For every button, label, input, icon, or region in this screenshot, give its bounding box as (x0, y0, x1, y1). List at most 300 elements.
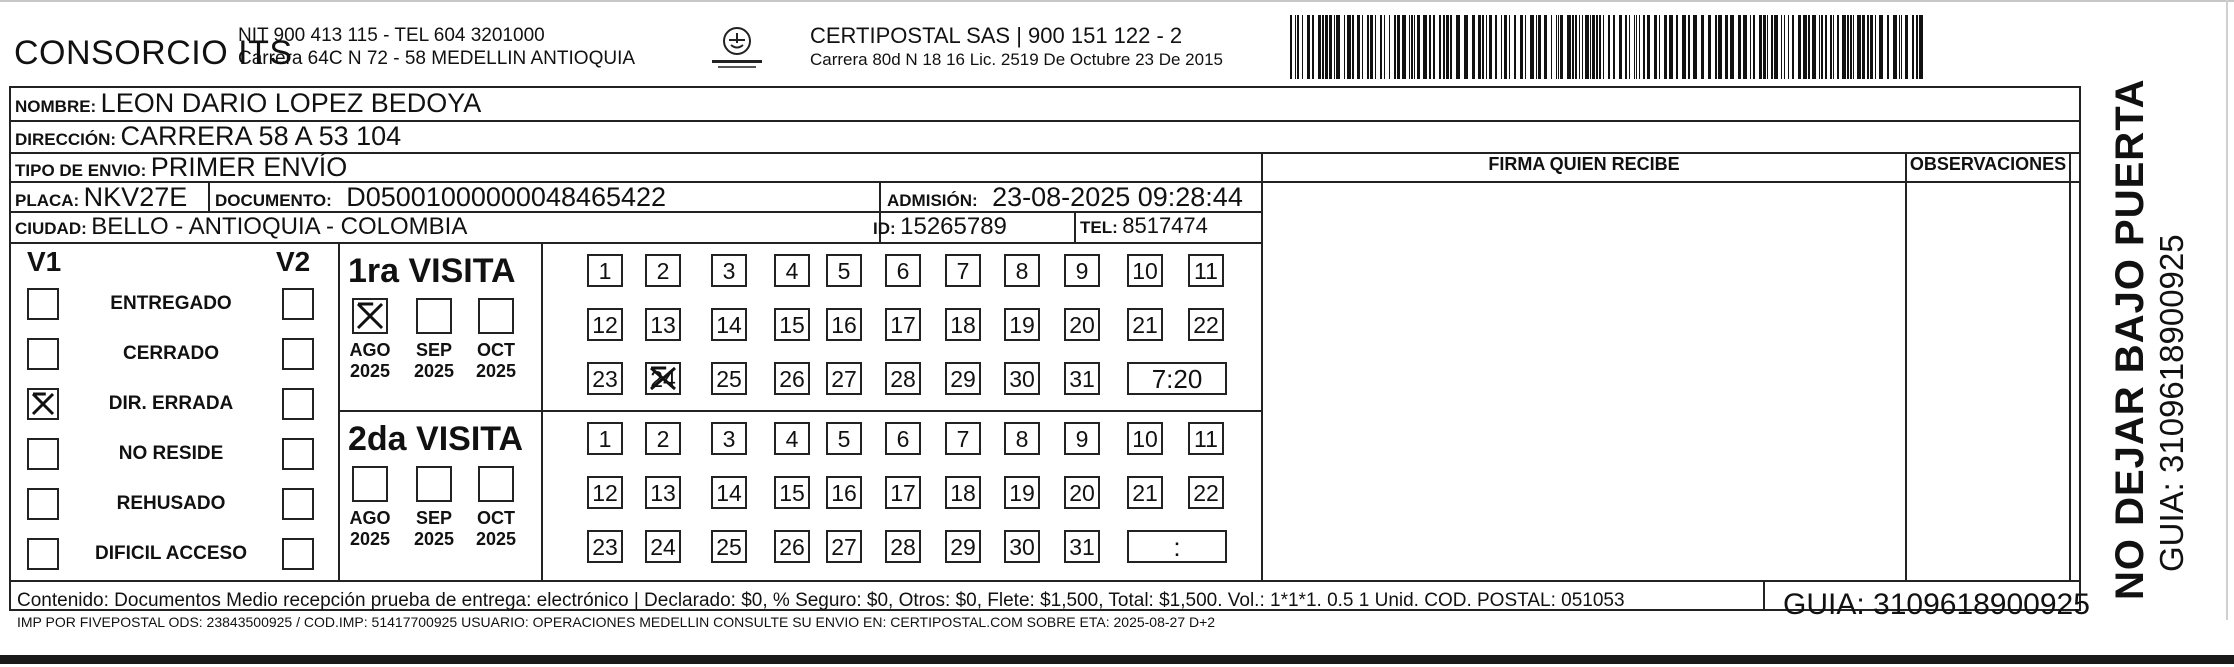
day-box[interactable]: 22 (1188, 308, 1224, 341)
barcode-bar (1329, 15, 1332, 79)
company-name: CONSORCIO ITS (14, 34, 293, 72)
barcode-bar (1905, 15, 1908, 79)
day-cross-mark-icon (647, 364, 679, 393)
barcode-bar (1439, 15, 1441, 79)
barcode-bar (1446, 15, 1449, 79)
barcode-bar (1763, 15, 1766, 79)
day-box[interactable]: 10 (1127, 254, 1163, 287)
barcode-bar (1525, 15, 1526, 79)
city-value: BELLO - ANTIOQUIA - COLOMBIA (91, 213, 468, 240)
day-box[interactable]: 23 (587, 530, 623, 563)
day-box[interactable]: 29 (945, 530, 981, 563)
day-box[interactable]: 19 (1004, 308, 1040, 341)
barcode-bar (1862, 15, 1865, 79)
id-label: ID: (873, 219, 896, 238)
day-box[interactable]: 28 (885, 530, 921, 563)
barcode-bar (1682, 15, 1686, 79)
barcode-bar (1495, 15, 1497, 79)
barcode-bar (1847, 15, 1849, 79)
barcode-bar (1295, 15, 1296, 79)
visit-time[interactable]: 7:20 (1127, 362, 1227, 395)
print-info: IMP POR FIVEPOSTAL ODS: 23843500925 / COD.IMP: 51417700925 USUARIO: OPERACIONES MEDELLIN CONSULTE SU ENVIO EN: CERTIPOSTAL.COM SOBRE ETA: 2025-08-27 D+2 (17, 614, 1216, 630)
barcode-bar (1759, 15, 1762, 79)
side-note (2108, 78, 2191, 600)
barcode-bar (1514, 15, 1516, 79)
month-name: AGO (349, 340, 391, 360)
day-box[interactable]: 2 (645, 254, 681, 287)
barcode-bar (1781, 15, 1782, 79)
day-box[interactable]: 10 (1127, 422, 1163, 455)
day-box[interactable]: 21 (1127, 308, 1163, 341)
day-box[interactable]: 8 (1004, 422, 1040, 455)
company-info (238, 24, 635, 70)
barcode-bar (1879, 15, 1883, 79)
barcode-bar (1599, 15, 1601, 79)
shipment-type-label: TIPO DE ENVIO: (15, 161, 147, 180)
day-box[interactable]: 16 (826, 308, 862, 341)
month-year: 2025 (349, 361, 391, 381)
barcode-bar (1560, 15, 1563, 79)
city-label: CIUDAD: (15, 219, 87, 238)
visit-divider (338, 410, 1261, 412)
tel-cell (1080, 213, 1208, 239)
barcode-bar (1347, 15, 1351, 79)
barcode-bar (1429, 15, 1431, 79)
barcode-bar (1693, 15, 1697, 79)
day-box[interactable]: 14 (711, 308, 747, 341)
barcode-bar (1482, 15, 1484, 79)
month-label (472, 340, 520, 382)
barcode-bar (1708, 15, 1711, 79)
month-checkbox[interactable] (352, 466, 388, 502)
barcode-bar (1556, 15, 1557, 79)
admission-value: 23-08-2025 09:28:44 (992, 182, 1243, 212)
barcode-bar (1664, 15, 1667, 79)
plate-label: PLACA: (15, 191, 80, 210)
barcode-bar (1297, 15, 1299, 79)
day-box[interactable]: 21 (1127, 476, 1163, 509)
barcode-bar (1715, 15, 1717, 79)
company-nit-line: NIT 900 413 115 - TEL 604 3201000 (238, 25, 545, 46)
barcode-bar (1837, 15, 1839, 79)
col-divider (541, 242, 543, 580)
v1-checkbox[interactable] (27, 388, 59, 420)
month-year: 2025 (413, 361, 455, 381)
day-box[interactable]: 18 (945, 308, 981, 341)
day-box[interactable]: 16 (826, 476, 862, 509)
v2-checkbox[interactable] (282, 538, 314, 570)
barcode-bar (1352, 15, 1354, 79)
barcode-bar (1676, 15, 1678, 79)
col-divider (338, 242, 340, 580)
barcode-bar (1919, 15, 1923, 79)
day-box[interactable]: 27 (826, 530, 862, 563)
barcode-bar (1558, 15, 1559, 79)
barcode-bar (1357, 15, 1360, 79)
address-row (15, 121, 401, 152)
barcode-bar (1334, 15, 1335, 79)
barcode-bar (1613, 15, 1615, 79)
v1-checkbox[interactable] (27, 288, 59, 320)
shipment-type-value: PRIMER ENVÍO (150, 152, 348, 182)
day-box[interactable]: 7 (945, 422, 981, 455)
top-edge-line (0, 0, 2234, 2)
address-label: DIRECCIÓN: (15, 130, 117, 149)
barcode-bar (1730, 15, 1734, 79)
day-box[interactable]: 18 (945, 476, 981, 509)
day-box[interactable]: 1 (587, 254, 623, 287)
no-leave-under-door-warning: NO DEJAR BAJO PUERTA (2108, 78, 2152, 600)
status-label: REHUSADO (116, 493, 226, 514)
day-box[interactable]: 26 (774, 362, 810, 395)
id-value: 15265789 (900, 213, 1007, 240)
day-box[interactable]: 24 (645, 362, 681, 395)
month-name: SEP (415, 340, 453, 360)
barcode-bar (1608, 15, 1610, 79)
day-box[interactable]: 9 (1064, 422, 1100, 455)
day-box[interactable]: 30 (1004, 530, 1040, 563)
barcode-bar (1625, 15, 1627, 79)
v1-checkbox[interactable] (27, 538, 59, 570)
barcode-bar (1389, 15, 1390, 79)
day-box[interactable]: 11 (1188, 422, 1224, 455)
name-label: NOMBRE: (15, 97, 97, 116)
barcode-bar (1472, 15, 1475, 79)
barcode-bar (1509, 15, 1510, 79)
day-box[interactable]: 20 (1064, 476, 1100, 509)
barcode-bar (1520, 15, 1523, 79)
barcode-bar (1367, 15, 1369, 79)
barcode-bar (1538, 15, 1541, 79)
barcode-bar (1867, 15, 1869, 79)
barcode-bar (1362, 15, 1363, 79)
barcode-bar (1336, 15, 1340, 79)
barcode-bar (1825, 15, 1827, 79)
barcode-bar (1501, 15, 1502, 79)
barcode-bar (1302, 15, 1303, 79)
day-box[interactable]: 2 (645, 422, 681, 455)
barcode-bar (1634, 15, 1635, 79)
barcode-bar (1774, 15, 1778, 79)
day-box[interactable]: 13 (645, 308, 681, 341)
page-edge-line (2226, 0, 2228, 620)
barcode-bar (1718, 15, 1722, 79)
v1-checkbox[interactable] (27, 338, 59, 370)
barcode-bar (1788, 15, 1789, 79)
barcode-bar (1887, 15, 1889, 79)
barcode-bar (1572, 15, 1574, 79)
month-label (410, 340, 458, 382)
barcode-bar (1750, 15, 1751, 79)
barcode-bar (1411, 15, 1413, 79)
day-box[interactable]: 1 (587, 422, 623, 455)
carrier-license: Carrera 80d N 18 16 Lic. 2519 De Octubre 23 De 2015 (810, 50, 1223, 69)
day-box[interactable]: 27 (826, 362, 862, 395)
month-year: 2025 (413, 529, 455, 549)
barcode-bar (1290, 15, 1292, 79)
month-year: 2025 (349, 529, 391, 549)
month-name: OCT (477, 340, 515, 360)
day-box[interactable]: 6 (885, 254, 921, 287)
v2-checkbox[interactable] (282, 288, 314, 320)
v2-checkbox[interactable] (282, 438, 314, 470)
status-label: ENTREGADO (110, 293, 232, 314)
day-box[interactable]: 13 (645, 476, 681, 509)
row-divider (11, 242, 1261, 244)
status-label: NO RESIDE (118, 443, 224, 464)
barcode-bar (1414, 15, 1415, 79)
v2-checkbox[interactable] (282, 388, 314, 420)
barcode-bar (1433, 15, 1435, 79)
status-label: DIFICIL ACCESO (94, 543, 247, 564)
barcode-bar (1808, 15, 1810, 79)
carrier-info (810, 23, 1223, 71)
id-cell (873, 213, 1007, 241)
check-mark-icon (29, 390, 57, 418)
recipient-name: LEON DARIO LOPEZ BEDOYA (100, 88, 482, 118)
barcode-bar (1771, 15, 1773, 79)
month-checkbox[interactable] (352, 298, 388, 334)
day-box[interactable]: 28 (885, 362, 921, 395)
barcode-bar (1423, 15, 1427, 79)
col-divider (208, 181, 210, 211)
side-guide-number: GUIA: 3109618900925 (2153, 234, 2190, 572)
content-summary: Contenido: Documentos Medio recepción prueba de entrega: electrónico | Declarado: $0, % Seguro: $0, Otros: $0, Flete: $1,500, Total: $1,500. Vol.: 1*1*1. 0.5 1 Unid. COD. POSTAL: 051053 (17, 590, 1625, 611)
status-label: DIR. ERRADA (108, 393, 234, 414)
barcode-bar (1312, 15, 1314, 79)
day-box[interactable]: 7 (945, 254, 981, 287)
barcode-bar (1394, 15, 1396, 79)
carrier-title: CERTIPOSTAL SAS | 900 151 122 - 2 (810, 23, 1183, 48)
certipostal-logo (706, 24, 768, 72)
barcode-bar (1738, 15, 1741, 79)
barcode-bar (1784, 15, 1785, 79)
col-divider (1905, 152, 1907, 580)
day-box[interactable]: 17 (885, 476, 921, 509)
barcode-bar (1322, 15, 1324, 79)
barcode-bar (1504, 15, 1507, 79)
barcode-bar (1870, 15, 1873, 79)
delivery-form (9, 86, 2090, 630)
day-box[interactable]: 5 (826, 422, 862, 455)
visit2-title: 2da VISITA (348, 420, 524, 458)
shipment-type-row (15, 152, 347, 183)
barcode-bar (1812, 15, 1816, 79)
document-label: DOCUMENTO: (215, 191, 332, 210)
barcode-bar (1536, 15, 1537, 79)
barcode-bar (1725, 15, 1728, 79)
barcode-bar (1912, 15, 1914, 79)
day-box[interactable]: 5 (826, 254, 862, 287)
barcode-bar (1409, 15, 1410, 79)
admission-label: ADMISIÓN: (887, 191, 978, 210)
document-value: D05001000000048465422 (346, 182, 667, 212)
barcode-bar (1619, 15, 1622, 79)
visit-time[interactable]: : (1127, 530, 1227, 563)
check-mark-icon (354, 300, 386, 332)
address-value: CARRERA 58 A 53 104 (120, 121, 402, 151)
barcode-bar (1596, 15, 1598, 79)
barcode-bar (1767, 15, 1768, 79)
col-divider (1074, 211, 1076, 242)
footer-divider (11, 580, 2079, 582)
plate-value: NKV27E (83, 182, 188, 212)
day-box[interactable]: 15 (774, 476, 810, 509)
day-box[interactable]: 31 (1064, 530, 1100, 563)
barcode-bar (1307, 15, 1310, 79)
v1-checkbox[interactable] (27, 488, 59, 520)
barcode-bar (1489, 15, 1492, 79)
barcode-bar (1456, 15, 1460, 79)
barcode-bar (1654, 15, 1657, 79)
col-divider (1261, 152, 1263, 580)
bottom-edge-bar (0, 655, 2234, 664)
company-address-line: Carrera 64C N 72 - 58 MEDELLIN ANTIOQUIA (238, 48, 636, 69)
barcode-bar (1916, 15, 1918, 79)
barcode-bar (1575, 15, 1577, 79)
status-label: CERRADO (122, 343, 220, 364)
v1-checkbox[interactable] (27, 438, 59, 470)
barcode-bar (1639, 15, 1640, 79)
day-box[interactable]: 30 (1004, 362, 1040, 395)
day-box[interactable]: 29 (945, 362, 981, 395)
barcode-bar (1325, 15, 1328, 79)
barcode-bar (1875, 15, 1876, 79)
month-checkbox[interactable] (416, 466, 452, 502)
barcode-bar (1590, 15, 1591, 79)
barcode-bar (1821, 15, 1823, 79)
barcode-bar (1443, 15, 1445, 79)
barcode-bar (1803, 15, 1807, 79)
day-box[interactable]: 20 (1064, 308, 1100, 341)
month-label (346, 340, 394, 382)
day-box[interactable]: 12 (587, 308, 623, 341)
admission-cell (887, 182, 1243, 213)
barcode-bar (1551, 15, 1552, 79)
day-box[interactable]: 12 (587, 476, 623, 509)
barcode-bar (1688, 15, 1690, 79)
barcode-bar (1592, 15, 1595, 79)
barcode-bar (1901, 15, 1902, 79)
day-box[interactable]: 23 (587, 362, 623, 395)
barcode-bar (1643, 15, 1645, 79)
barcode-bar (1659, 15, 1660, 79)
barcode-bar (1629, 15, 1630, 79)
barcode-bar (1478, 15, 1481, 79)
day-box[interactable]: 9 (1064, 254, 1100, 287)
v2-checkbox[interactable] (282, 338, 314, 370)
barcode-bar (1753, 15, 1755, 79)
barcode-bar (1450, 15, 1452, 79)
barcode-bar (1842, 15, 1846, 79)
day-box[interactable]: 3 (711, 254, 747, 287)
day-box[interactable]: 25 (711, 530, 747, 563)
barcode-bar (1417, 15, 1420, 79)
barcode-bar (1585, 15, 1589, 79)
barcode-bar (1647, 15, 1650, 79)
row-divider (1261, 181, 2079, 183)
barcode-bar (1567, 15, 1571, 79)
month-label (410, 508, 458, 550)
signature-header: FIRMA QUIEN RECIBE (1488, 154, 1680, 174)
tel-value: 8517474 (1122, 213, 1208, 238)
day-box[interactable]: 14 (711, 476, 747, 509)
month-label (472, 508, 520, 550)
day-box[interactable]: 24 (645, 530, 681, 563)
day-box[interactable]: 17 (885, 308, 921, 341)
barcode-bar (1486, 15, 1487, 79)
v1-header: V1 (27, 246, 62, 277)
month-year: 2025 (475, 361, 517, 381)
month-label (346, 508, 394, 550)
day-box[interactable]: 26 (774, 530, 810, 563)
day-box[interactable]: 4 (774, 422, 810, 455)
barcode-bar (1318, 15, 1321, 79)
month-name: OCT (477, 508, 515, 528)
day-box[interactable]: 25 (711, 362, 747, 395)
month-checkbox[interactable] (416, 298, 452, 334)
v2-checkbox[interactable] (282, 488, 314, 520)
barcode-bar (1380, 15, 1382, 79)
barcode-bar (1544, 15, 1547, 79)
barcode-bar (1792, 15, 1794, 79)
barcode-bar (1798, 15, 1801, 79)
barcode-bar (1893, 15, 1897, 79)
barcode-bar (1397, 15, 1400, 79)
day-box[interactable]: 22 (1188, 476, 1224, 509)
barcode-bar (1743, 15, 1747, 79)
month-checkbox[interactable] (478, 466, 514, 502)
month-year: 2025 (475, 529, 517, 549)
day-box[interactable]: 15 (774, 308, 810, 341)
month-name: SEP (415, 508, 453, 528)
plate-row (15, 182, 187, 213)
barcode-bar (1819, 15, 1820, 79)
col-divider (1763, 580, 1765, 611)
observations-header: OBSERVACIONES (1909, 154, 2067, 174)
barcode-bar (1582, 15, 1583, 79)
day-box[interactable]: 3 (711, 422, 747, 455)
barcode-bar (1384, 15, 1385, 79)
month-name: AGO (349, 508, 391, 528)
day-box[interactable]: 11 (1188, 254, 1224, 287)
barcode-bar (1344, 15, 1345, 79)
barcode-bar (1603, 15, 1604, 79)
tel-label: TEL: (1080, 218, 1118, 237)
v2-header: V2 (276, 246, 311, 277)
day-box[interactable]: 6 (885, 422, 921, 455)
barcode-bar (1701, 15, 1704, 79)
barcode-bar (1853, 15, 1854, 79)
barcode-bar (1579, 15, 1580, 79)
recipient-name-row (15, 88, 481, 119)
day-box[interactable]: 31 (1064, 362, 1100, 395)
barcode-bar (1899, 15, 1900, 79)
barcode-bar (1464, 15, 1468, 79)
barcode-bar (1375, 15, 1376, 79)
barcode-bar (1370, 15, 1373, 79)
col-divider (2069, 152, 2071, 580)
day-box[interactable]: 4 (774, 254, 810, 287)
guide-number: GUIA: 3109618900925 (1783, 588, 2090, 621)
barcode-bar (1830, 15, 1832, 79)
city-row (15, 213, 467, 241)
day-box[interactable]: 8 (1004, 254, 1040, 287)
barcode-bar (1833, 15, 1834, 79)
month-checkbox[interactable] (478, 298, 514, 334)
barcode-bar (1530, 15, 1534, 79)
day-box[interactable]: 19 (1004, 476, 1040, 509)
